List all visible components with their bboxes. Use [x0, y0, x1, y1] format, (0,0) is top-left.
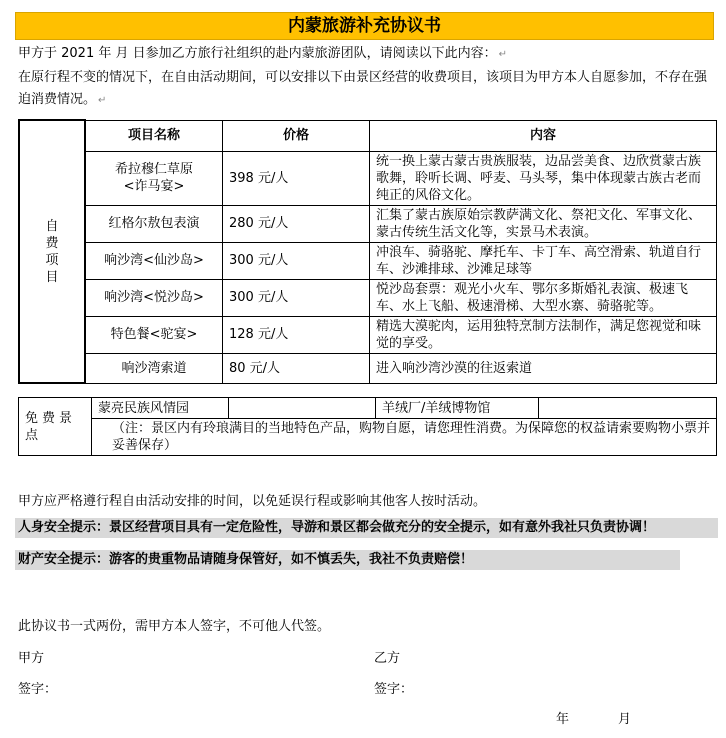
header-content: 内容 — [370, 120, 717, 151]
item-name-text: 希拉穆仁草原 <诈马宴> — [114, 162, 193, 194]
intro-text-1: 甲方于 2021 年 月 日参加乙方旅行社组织的赴内蒙旅游团队，请阅读以下此内容： — [18, 46, 497, 61]
free-item-1: 蒙亮民族风情园 — [92, 398, 229, 419]
free-empty-cell — [539, 398, 717, 419]
item-content: 统一换上蒙古蒙古贵族服装，边品尝美食、边欣赏蒙古族歌舞，聆听长调、呼麦、马头琴，集中体现蒙古族古老而纯正的风俗文化。 — [370, 151, 717, 205]
free-row — [19, 398, 717, 419]
side-char: 费 — [45, 235, 59, 251]
item-content: 冲浪车、骑骆驼、摩托车、卡丁车、高空滑索、轨道自行车、沙滩排球、沙滩足球等 — [370, 242, 717, 279]
item-name: 响沙湾索道 — [85, 353, 223, 383]
party-b-label: 乙方 — [374, 651, 401, 666]
item-name: 特色餐<驼宴> — [85, 316, 223, 353]
item-content: 汇集了蒙古族原始宗教萨满文化、祭祀文化、军事文化、蒙古传统生活文化等，实景马术表演。 — [370, 205, 717, 242]
free-label: 免费景点 — [19, 398, 92, 456]
item-price: 128 元/人 — [223, 316, 370, 353]
item-content: 进入响沙湾沙漠的往返索道 — [370, 353, 717, 383]
item-price: 398 元/人 — [223, 151, 370, 205]
item-name: 红格尔敖包表演 — [85, 205, 223, 242]
intro-line-2: 在原行程不变的情况下，在自由活动期间，可以安排以下由景区经营的收费项目，该项目为甲方本人自愿参加，不存在强迫消费情况。 ↵ — [18, 70, 708, 107]
item-name: 响沙湾<悦沙岛> — [85, 279, 223, 316]
document-title: 内蒙旅游补充协议书 — [15, 12, 714, 40]
item-name — [85, 151, 223, 205]
intro-line-1: 甲方于 2021 年 月 日参加乙方旅行社组织的赴内蒙旅游团队，请阅读以下此内容： ↵ — [18, 46, 508, 61]
table-row — [19, 151, 717, 205]
item-content: 精选大漠驼肉，运用独特烹制方法制作，满足您视觉和味觉的享受。 — [370, 316, 717, 353]
item-content: 悦沙岛套票：观光小火车、鄂尔多斯婚礼表演、极速飞车、水上飞船、极速滑梯、大型水寨、骑骆驼等。 — [370, 279, 717, 316]
safety-warning-property: 财产安全提示：游客的贵重物品请随身保管好，如不慎丢失，我社不负责赔偿！ — [15, 550, 680, 570]
item-price: 280 元/人 — [223, 205, 370, 242]
notice-text: 甲方应严格遵行程自由活动安排的时间，以免延误行程或影响其他客人按时活动。 — [18, 494, 487, 509]
free-note: （注：景区内有玲琅满目的当地特色产品，购物自愿，请您理性消费。为保障您的权益请索要购物小票并妥善保存） — [92, 419, 717, 456]
free-item-2: 羊绒厂/羊绒博物馆 — [376, 398, 539, 419]
table-row — [19, 205, 717, 242]
item-name: 响沙湾<仙沙岛> — [85, 242, 223, 279]
free-sights-table — [18, 397, 717, 456]
table-row — [19, 279, 717, 316]
free-note-row — [19, 419, 717, 456]
side-label-cell — [19, 120, 85, 383]
header-price: 价格 — [223, 120, 370, 151]
item-price: 300 元/人 — [223, 279, 370, 316]
table-row — [19, 242, 717, 279]
closing-text: 此协议书一式两份，需甲方本人签字，不可他人代签。 — [18, 619, 331, 634]
table-row — [19, 353, 717, 383]
party-a-signature: 签字： — [18, 682, 58, 697]
table-row — [19, 316, 717, 353]
date-year: 年 — [556, 712, 570, 727]
header-item-name: 项目名称 — [85, 120, 223, 151]
item-price: 300 元/人 — [223, 242, 370, 279]
side-char: 自 — [45, 218, 59, 234]
date-month: 月 — [618, 712, 632, 727]
party-b-signature: 签字： — [374, 682, 414, 697]
safety-warning-personal: 人身安全提示：景区经营项目具有一定危险性，导游和景区都会做充分的安全提示，如有意外我社只负责协调！ — [15, 518, 718, 538]
side-char: 项 — [45, 252, 59, 268]
side-char: 目 — [45, 269, 59, 285]
paid-items-table — [18, 119, 717, 384]
item-price: 80 元/人 — [223, 353, 370, 383]
table-header-row — [19, 120, 717, 151]
intro-text-2: 在原行程不变的情况下，在自由活动期间，可以安排以下由景区经营的收费项目，该项目为甲方本人自愿参加，不存在强迫消费情况。 — [18, 70, 708, 107]
free-empty-cell — [229, 398, 376, 419]
party-a-label: 甲方 — [18, 651, 45, 666]
